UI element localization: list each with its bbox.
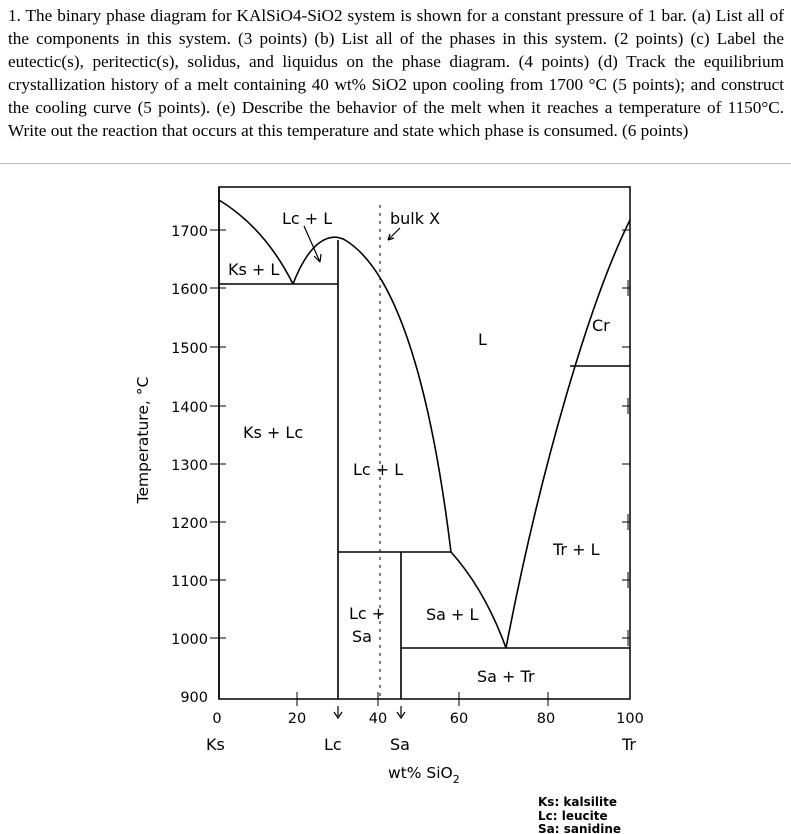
legend-sa: Sa: sanidine: [538, 822, 621, 834]
y-tick-1300: 1300: [171, 458, 208, 474]
field-ks-lc: Ks + Lc: [243, 423, 304, 442]
legend-lc: Lc: leucite: [538, 809, 608, 823]
x-tick-80: 80: [536, 711, 556, 727]
endmember-tr: Tr: [622, 735, 636, 754]
y-tick-1100: 1100: [171, 574, 208, 590]
x-axis-title: [388, 764, 460, 786]
x-tick-0: 0: [212, 711, 222, 727]
y-tick-marks: [210, 230, 226, 638]
y-tick-1600: 1600: [171, 282, 208, 298]
y-tick-1000: 1000: [171, 632, 208, 648]
field-lc-l-top: Lc + L: [282, 209, 333, 228]
question-text: 1. The binary phase diagram for KAlSiO4-SiO2 system is shown for a constant pressure of 1 bar. (a) List all of the components in this system. (3 points) (b) List all of the phases in this system. (2 points) (c) Label the eutectic(s), peritectic(s), solidus, and liquidus on the phase diagram. (4 points) (d) Track the equilibrium crystallization history of a melt containing 40 wt% SiO2 upon cooling from 1700 °C (5 points); and construct the cooling curve (5 points). (e) Describe the behavior of the melt when it reaches a temperature of 1150°C. Write out the reaction that occurs at this temperature and state which phase is consumed. (6 points): [8, 6, 784, 140]
field-bulk: bulk X: [390, 209, 441, 228]
field-cr: Cr: [592, 316, 610, 335]
sa-liquidus: [451, 552, 506, 648]
field-lc-l-mid: Lc + L: [353, 460, 404, 479]
right-tick-marks: [622, 230, 630, 646]
legend: [538, 795, 621, 834]
bulk-arrow: [388, 228, 400, 240]
tr-liquidus: [506, 220, 630, 648]
field-l: L: [478, 330, 487, 349]
legend-ks: Ks: kalsilite: [538, 795, 617, 809]
x-tick-100: 100: [616, 711, 644, 727]
endmember-lc: Lc: [324, 735, 342, 754]
endmember-sa: Sa: [390, 735, 410, 754]
y-tick-1700: 1700: [171, 224, 208, 240]
phase-boundaries: [219, 187, 630, 699]
x-axis-title-main: wt% SiO: [388, 764, 453, 782]
endmember-ks: Ks: [206, 735, 225, 754]
x-tick-20: 20: [287, 711, 307, 727]
field-sa-tr: Sa + Tr: [477, 667, 535, 686]
y-tick-1200: 1200: [171, 516, 208, 532]
plot-frame: [219, 187, 630, 699]
x-tick-40: 40: [368, 711, 388, 727]
x-tick-labels: [212, 711, 643, 727]
y-tick-900: 900: [180, 690, 208, 706]
y-tick-1400: 1400: [171, 400, 208, 416]
field-lc-sa-line1: Lc +: [349, 604, 386, 623]
field-ks-l: Ks + L: [228, 260, 280, 279]
field-lc-sa-line2: Sa: [352, 627, 372, 646]
y-axis-title: Temperature, °C: [134, 376, 152, 504]
field-sa-l: Sa + L: [426, 605, 479, 624]
y-tick-1500: 1500: [171, 341, 208, 357]
y-tick-labels: [171, 224, 208, 706]
x-tick-60: 60: [449, 711, 469, 727]
x-axis-title-sub: 2: [452, 773, 460, 786]
field-tr-l: Tr + L: [553, 540, 600, 559]
